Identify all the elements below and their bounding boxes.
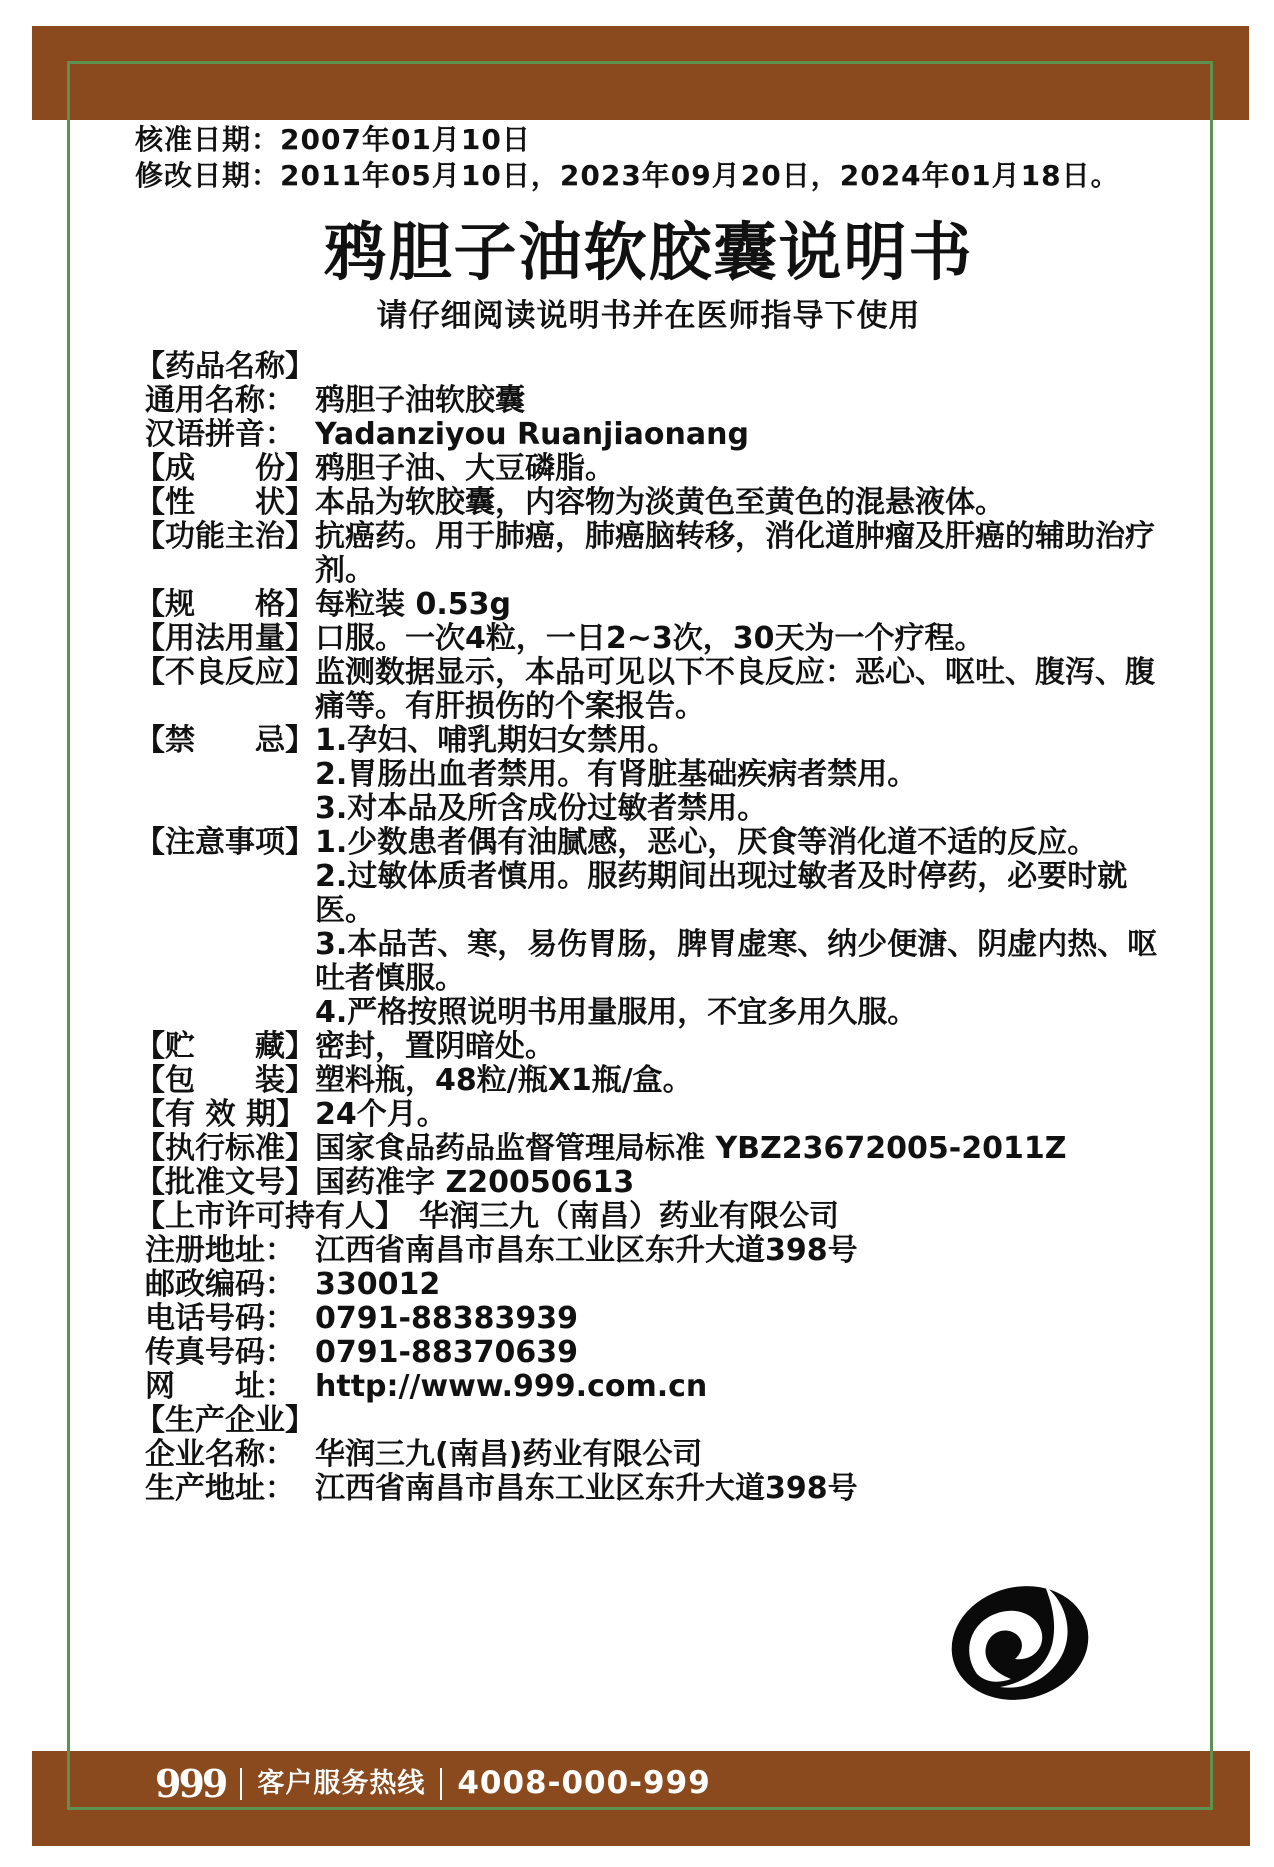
- section-ingredients: [135, 452, 1162, 486]
- section-storage: [135, 1030, 1162, 1064]
- sections-list: [135, 350, 1162, 1506]
- section-content: 监测数据显示，本品可见以下不良反应：恶心、呕吐、腹泻、腹痛等。有肝损伤的个案报告。: [315, 655, 1155, 724]
- section-validity: [135, 1098, 1162, 1132]
- section-label: 【批准文号】: [135, 1165, 315, 1200]
- row-label: 注册地址：: [145, 1233, 295, 1268]
- row-generic-name: [135, 384, 1162, 418]
- row-value: 0791-88383939: [315, 1301, 578, 1336]
- modified-date-line: [135, 158, 1162, 194]
- hotline-number: 4008-000-999: [457, 1765, 711, 1801]
- section-content: 每粒装 0.53g: [315, 587, 511, 622]
- section-standard: [135, 1132, 1162, 1166]
- cr999-swirl-logo: [948, 1582, 1092, 1704]
- list-item: 3.对本品及所含成份过敏者禁用。: [315, 791, 768, 826]
- section-label: 【不良反应】: [135, 655, 315, 690]
- section-label: 【包 装】: [135, 1063, 315, 1098]
- section-adverse-reactions: [135, 656, 1162, 724]
- row-label: 网 址：: [145, 1369, 295, 1404]
- footer-separator: [440, 1768, 442, 1800]
- section-content: 口服。一次4粒，一日2~3次，30天为一个疗程。: [315, 621, 985, 656]
- row-label: 通用名称：: [145, 383, 295, 418]
- list-item: 2.过敏体质者慎用。服药期间出现过敏者及时停药，必要时就医。: [315, 859, 1128, 928]
- list-item: 1.孕妇、哺乳期妇女禁用。: [315, 723, 678, 758]
- section-indications: [135, 520, 1162, 588]
- top-brown-band: [32, 26, 1249, 120]
- section-dosage: [135, 622, 1162, 656]
- section-precautions: [135, 826, 1162, 1030]
- row-label: 电话号码：: [145, 1301, 295, 1336]
- section-drug-name: [135, 350, 1162, 384]
- section-label: 【注意事项】: [135, 825, 315, 860]
- row-value: 江西省南昌市昌东工业区东升大道398号: [315, 1471, 858, 1506]
- section-content: 华润三九（南昌）药业有限公司: [419, 1199, 839, 1234]
- section-content: 鸦胆子油、大豆磷脂。: [315, 451, 615, 486]
- row-registered-address: [135, 1234, 1162, 1268]
- section-label: 【规 格】: [135, 587, 315, 622]
- footer-bar: [32, 1751, 1250, 1846]
- row-label: 邮政编码：: [145, 1267, 295, 1302]
- row-label: 企业名称：: [145, 1437, 295, 1472]
- brand-999-logo: 999: [155, 1761, 226, 1806]
- insert-content: [0, 122, 1274, 1506]
- list-item: 1.少数患者偶有油腻感，恶心，厌食等消化道不适的反应。: [315, 825, 1098, 860]
- list-item: 2.胃肠出血者禁用。有肾脏基础疾病者禁用。: [315, 757, 918, 792]
- section-label: 【药品名称】: [135, 349, 315, 384]
- section-label: 【上市许可持有人】: [135, 1199, 405, 1234]
- section-label: 【贮 藏】: [135, 1029, 315, 1064]
- section-content: 密封，置阴暗处。: [315, 1029, 555, 1064]
- section-content: 本品为软胶囊，内容物为淡黄色至黄色的混悬液体。: [315, 485, 1005, 520]
- row-value: http://www.999.com.cn: [315, 1369, 708, 1404]
- row-value: 0791-88370639: [315, 1335, 578, 1370]
- section-content: 塑料瓶，48粒/瓶X1瓶/盒。: [315, 1063, 693, 1098]
- section-label: 【生产企业】: [135, 1403, 315, 1438]
- section-content: 国药准字 Z20050613: [315, 1165, 635, 1200]
- section-contraindications: [135, 724, 1162, 826]
- dates-block: [135, 122, 1162, 194]
- section-label: 【禁 忌】: [135, 723, 315, 758]
- row-value: Yadanziyou Ruanjiaonang: [315, 417, 749, 452]
- section-content: 国家食品药品监督管理局标准 YBZ23672005-2011Z: [315, 1131, 1067, 1166]
- section-content: 24个月。: [315, 1097, 447, 1132]
- row-label: 汉语拼音：: [145, 417, 295, 452]
- row-fax-number: [135, 1336, 1162, 1370]
- section-manufacturer: [135, 1404, 1162, 1438]
- row-value: 330012: [315, 1267, 441, 1302]
- modified-date-value: 2011年05月10日，2023年09月20日，2024年01月18日。: [280, 159, 1120, 192]
- approval-date-label: 核准日期：: [135, 123, 281, 156]
- section-label: 【用法用量】: [135, 621, 315, 656]
- row-postal-code: [135, 1268, 1162, 1302]
- list-item: 3.本品苦、寒，易伤胃肠，脾胃虚寒、纳少便溏、阴虚内热、呕吐者慎服。: [315, 927, 1158, 996]
- footer-separator: [240, 1768, 242, 1800]
- section-label: 【执行标准】: [135, 1131, 315, 1166]
- row-label: 传真号码：: [145, 1335, 295, 1370]
- section-license-holder: [135, 1200, 1162, 1234]
- row-pinyin-name: [135, 418, 1162, 452]
- modified-date-label: 修改日期：: [135, 159, 281, 192]
- row-value: 鸦胆子油软胶囊: [315, 383, 525, 418]
- row-value: 江西省南昌市昌东工业区东升大道398号: [315, 1233, 858, 1268]
- row-production-address: [135, 1472, 1162, 1506]
- row-phone-number: [135, 1302, 1162, 1336]
- row-value: 华润三九(南昌)药业有限公司: [315, 1437, 703, 1472]
- section-description: [135, 486, 1162, 520]
- row-label: 生产地址：: [145, 1471, 295, 1506]
- section-approval-number: [135, 1166, 1162, 1200]
- list-item: 4.严格按照说明书用量服用，不宜多用久服。: [315, 995, 918, 1030]
- row-company-name: [135, 1438, 1162, 1472]
- section-items: [315, 826, 1162, 1030]
- section-label: 【功能主治】: [135, 519, 315, 554]
- section-specification: [135, 588, 1162, 622]
- approval-date-line: [135, 122, 1162, 158]
- approval-date-value: 2007年01月10日: [280, 123, 531, 156]
- section-packaging: [135, 1064, 1162, 1098]
- section-label: 【有 效 期】: [135, 1097, 306, 1132]
- section-items: [315, 724, 1162, 826]
- service-hotline-label: 客户服务热线: [257, 1768, 426, 1799]
- page-title: 鸦胆子油软胶囊说明书: [323, 216, 974, 289]
- row-website: [135, 1370, 1162, 1404]
- section-label: 【成 份】: [135, 451, 315, 486]
- section-label: 【性 状】: [135, 485, 315, 520]
- section-content: 抗癌药。用于肺癌，肺癌脑转移，消化道肿瘤及肝癌的辅助治疗剂。: [315, 519, 1155, 588]
- page-subtitle: 请仔细阅读说明书并在医师指导下使用: [376, 298, 921, 334]
